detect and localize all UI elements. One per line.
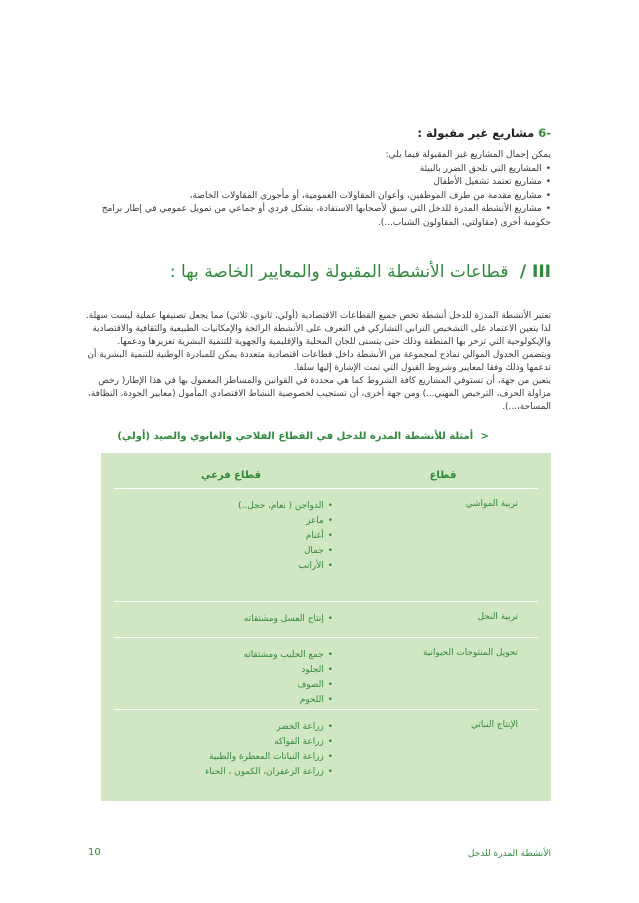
header-subsector: قطاع فرعي (200, 470, 262, 481)
subsector-item: • زراعة الفواكه (114, 735, 333, 750)
bullet-item: • مشاريع مقدمة من طرف الموظفين، وأعوان المقاولات العمومية، أو مأجوري المقاولات الخاصة، (81, 190, 551, 204)
section-unaccepted-projects (81, 126, 551, 230)
table-row (114, 602, 538, 638)
subsector-item: • أغنام (114, 529, 333, 544)
subsector-item: • زراعة النباتات المعطرة والطبية (114, 750, 333, 765)
cell-subsectors (114, 612, 348, 629)
table-row (114, 489, 538, 602)
cell-sector: تحويل المنتوجات الحيوانية (423, 648, 518, 658)
subsector-item: • الجلود (114, 663, 333, 678)
paragraph: تعتبر الأنشطة المدرة للدخل أنشطة تخص جميع القطاعات الاقتصادية (أولي، ثانوي، ثلاثي) مما يجعل تصنيفها عملية ليست سهلة. (85, 311, 551, 321)
section-title (81, 126, 551, 140)
table-row (114, 638, 538, 710)
subsector-item: • جمال (114, 544, 333, 559)
subsector-item: • الأرانب (114, 559, 333, 574)
cell-sector: الإنتاج النباتي (470, 720, 518, 730)
header-sector: قطاع (429, 470, 457, 481)
bullet-item: • المشاريع التي تلحق الضرر بالبيئة (81, 163, 551, 177)
paragraph: لذا يتعين الاعتماد على التشخيص الترابي التشاركي في التعرف على الأنشطة الرائجة والإمكانيات الطبيعية والثقافية والاقتصادية والإيكولوجية التي تزخر بها المنطقة وذلك حتى يتسنى للجان المحلية والإقليمية والجهوية للتنمية البشرية تعزيزها ودعمها. (92, 324, 551, 347)
cell-sector: تربية النحل (477, 612, 518, 622)
subsector-item: • جمع الحليب ومشتقاته (114, 648, 333, 663)
section-heading-accepted-sectors (81, 262, 551, 282)
arrow-icon: < (480, 431, 489, 442)
subsector-item: • الدواجن ( نعام، حجل..) (114, 499, 333, 514)
cell-subsectors (114, 720, 348, 782)
sectors-table (101, 453, 551, 801)
subsector-item: • اللحوم (114, 693, 333, 708)
table-row (114, 710, 538, 790)
cell-subsectors (114, 499, 348, 593)
heading-text: قطاعات الأنشطة المقبولة والمعايير الخاصة بها : (169, 262, 509, 282)
subsector-item: • زراعة الخضر (114, 720, 333, 735)
heading-number: III / (519, 262, 551, 282)
intro-paragraphs (81, 310, 551, 414)
subsector-item: • إنتاج العسل ومشتقاته (114, 612, 333, 627)
paragraph: يتعين من جهة، أن تستوفي المشاريع كافة الشروط كما هي محددة في القوانين والمساطر المعمول بها في هذا الإطار( رخص مزاولة الحرف، الترخيص المهني...) ومن جهة أخرى، أن تستجيب لخصوصية النشاط الاقتصادي المأمول (معايير الجودة، النظافة، المساحة،...). (88, 376, 551, 412)
section-title-text: مشاريع غير مقبولة : (417, 126, 535, 140)
subheading-text: أمثلة للأنشطة المدرة للدخل في القطاع الفلاحي والغابوي والصيد (أولي) (117, 431, 474, 442)
cell-subsectors (114, 648, 348, 705)
bullet-item: • مشاريع تعتمد تشغيل الأطفال (81, 176, 551, 190)
table-header (114, 463, 538, 489)
cell-sector: تربية المواشي (465, 499, 518, 509)
subsector-item: • زراعة الزعفران، الكمون ، الحناء (114, 765, 333, 780)
paragraph: ويتضمن الجدول الموالي نماذج لمجموعة من الأنشطة داخل قطاعات اقتصادية متعددة يمكن للمبادرة الوطنية للتنمية البشرية أن تدعمها وذلك وفقا لمعايير وشروط القبول التي تمت الإشارة إليها سلفا. (87, 350, 551, 373)
running-title: الأنشطة المدرة للدخل (467, 849, 551, 859)
subsector-item: • الصوف (114, 678, 333, 693)
table-subheading (117, 431, 489, 442)
subsector-item: • ماعز (114, 514, 333, 529)
section-lead: يمكن إجمال المشاريع غير المقبولة فيما يلي: (385, 150, 551, 160)
bullet-item: • مشاريع الأنشطة المدرة للدخل التي سبق لأصحابها الاستفادة، بشكل فردي أو جماعي من تمويل عمومي في إطار برامج حكومية أخرى (مقاولتي، المقاولون الشباب...). (81, 203, 551, 230)
section-number: -6 (538, 126, 551, 140)
page-number: 10 (88, 847, 101, 858)
